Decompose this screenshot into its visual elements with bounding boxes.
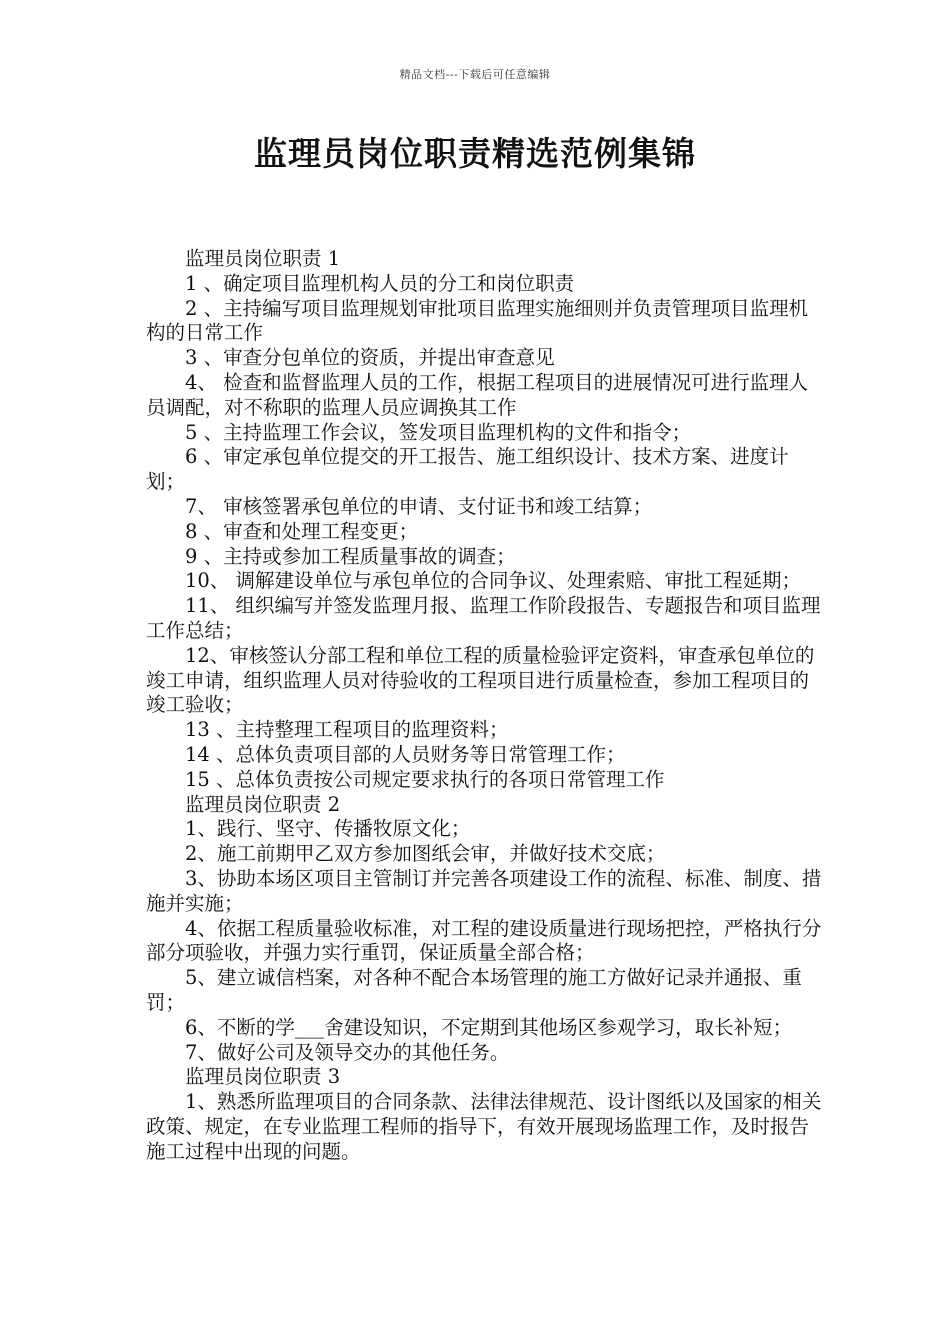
- duty-item: 3、协助本场区项目主管制订并完善各项建设工作的流程、标准、制度、措施并实施；: [146, 866, 822, 915]
- duty-item: 9 、主持或参加工程质量事故的调查；: [185, 544, 516, 568]
- duty-item: 1、熟悉所监理项目的合同条款、法律法律规范、设计图纸以及国家的相关政策、规定，在专业监理工程师的指导下，有效开展现场监理工作，及时报告施工过程中出现的问题。: [146, 1090, 822, 1163]
- document-body: [146, 247, 826, 1164]
- duty-item: 2 、主持编写项目监理规划审批项目监理实施细则并负责管理项目监理机构的日常工作: [146, 296, 809, 345]
- duty-item: 12、审核签认分部工程和单位工程的质量检验评定资料，审查承包单位的竣工申请，组织监理人员对待验收的工程项目进行质量检查，参加工程项目的竣工验收；: [146, 643, 815, 717]
- section-heading: 监理员岗位职责 3: [185, 1065, 341, 1089]
- duty-item: 6 、审定承包单位提交的开工报告、施工组织设计、技术方案、进度计划；: [146, 445, 789, 494]
- duty-item: 5、建立诚信档案，对各种不配合本场管理的施工方做好记录并通报、重罚；: [146, 966, 802, 1014]
- duty-item: 7、做好公司及领导交办的其他任务。: [185, 1040, 510, 1064]
- duty-item: 8 、审查和处理工程变更；: [185, 519, 419, 543]
- duty-item: 7、 审核签署承包单位的申请、支付证书和竣工结算；: [185, 494, 653, 518]
- duty-item: 1 、确定项目监理机构人员的分工和岗位职责: [185, 271, 575, 295]
- section-heading: 监理员岗位职责 1: [185, 247, 341, 270]
- duty-item: 2、施工前期甲乙双方参加图纸会审，并做好技术交底；: [185, 842, 666, 866]
- section-heading: 监理员岗位职责 2: [185, 792, 341, 816]
- duty-item: 15 、总体负责按公司规定要求执行的各项日常管理工作: [185, 767, 665, 791]
- document-title: 监理员岗位职责精选范例集锦: [254, 134, 696, 173]
- duty-item: 14 、总体负责项目部的人员财务等日常管理工作；: [185, 742, 626, 766]
- duty-item: 11、 组织编写并签发监理月报、监理工作阶段报告、专题报告和项目监理工作总结；: [146, 594, 821, 642]
- duty-item: 3 、审查分包单位的资质，并提出审查意见: [185, 346, 555, 370]
- duty-item: 4、依据工程质量验收标准，对工程的建设质量进行现场把控，严格执行分部分项验收，并强力实行重罚，保证质量全部合格；: [146, 916, 822, 965]
- duty-item: 13 、主持整理工程项目的监理资料；: [185, 718, 509, 742]
- duty-item: 5 、主持监理工作会议，签发项目监理机构的文件和指令；: [185, 420, 692, 444]
- duty-item: 4、 检查和监督监理人员的工作，根据工程项目的进展情况可进行监理人员调配，对不称职的监理人员应调换其工作: [146, 370, 809, 419]
- page-header: 精品文档---下载后可任意编辑: [399, 68, 551, 81]
- duty-item: 1、践行、坚守、传播牧原文化；: [185, 817, 471, 841]
- duty-item: 10、 调解建设单位与承包单位的合同争议、处理索赔、审批工程延期；: [185, 569, 802, 593]
- duty-item: 6、不断的学___舍建设知识，不定期到其他场区参观学习，取长补短；: [185, 1015, 793, 1039]
